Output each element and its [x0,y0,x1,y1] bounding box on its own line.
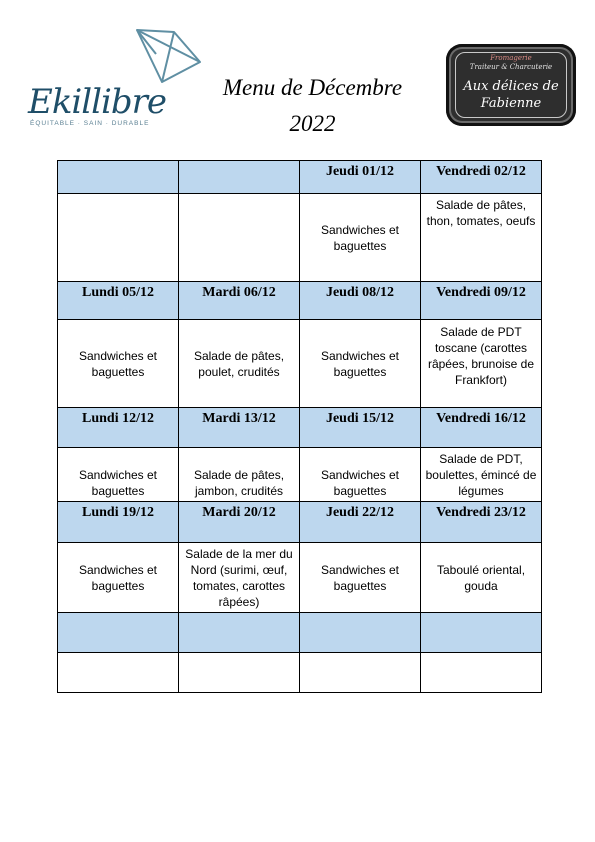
day-cell: Lundi 12/12 [58,408,179,448]
day-cell: Mardi 13/12 [179,408,300,448]
day-cell [421,613,542,653]
day-cell: Lundi 05/12 [58,282,179,320]
meal-row [58,653,542,693]
day-header-row [58,282,542,320]
meal-cell [300,653,421,693]
day-cell: Vendredi 02/12 [421,161,542,194]
meal-cell: Sandwiches et baguettes [300,448,421,502]
title-line-2: 2022 [289,111,336,136]
day-cell: Vendredi 23/12 [421,502,542,543]
meal-cell: Sandwiches et baguettes [58,320,179,408]
day-cell: Mardi 20/12 [179,502,300,543]
day-cell: Jeudi 15/12 [300,408,421,448]
meal-cell [421,653,542,693]
day-cell: Vendredi 16/12 [421,408,542,448]
fabienne-line-2: Traiteur & Charcuterie [469,63,553,71]
fabienne-line-3: Aux délices de [463,79,559,94]
meal-cell: Salade de pâtes, jambon, crudités [179,448,300,502]
meal-cell: Sandwiches et baguettes [300,543,421,613]
day-cell [58,161,179,194]
day-cell [179,613,300,653]
day-cell [179,161,300,194]
menu-table [57,160,542,693]
meal-row [58,320,542,408]
day-cell: Lundi 19/12 [58,502,179,543]
meal-cell: Salade de pâtes, thon, tomates, oeufs [421,194,542,282]
meal-cell [58,194,179,282]
day-cell: Jeudi 01/12 [300,161,421,194]
meal-row [58,194,542,282]
fabienne-logo [446,44,576,126]
day-header-row [58,408,542,448]
meal-cell: Salade de la mer du Nord (surimi, œuf, tomates, carottes râpées) [179,543,300,613]
meal-cell: Salade de PDT, boulettes, émincé de légumes [421,448,542,502]
meal-cell: Sandwiches et baguettes [58,543,179,613]
meal-cell: Sandwiches et baguettes [300,194,421,282]
meal-row [58,448,542,502]
title-line-1: Menu de Décembre [222,75,403,100]
page-title [190,70,435,142]
meal-cell [179,194,300,282]
fabienne-name [446,78,576,112]
meal-cell: Salade de PDT toscane (carottes râpées, brunoise de Frankfort) [421,320,542,408]
fabienne-line-4: Fabienne [480,96,542,111]
meal-cell [58,653,179,693]
day-cell [58,613,179,653]
day-cell: Mardi 06/12 [179,282,300,320]
meal-cell: Sandwiches et baguettes [300,320,421,408]
day-header-row [58,502,542,543]
meal-cell: Salade de pâtes, poulet, crudités [179,320,300,408]
ekillibre-logo [22,28,197,127]
ekillibre-wordmark: Ekillibre [28,82,167,122]
day-cell [300,613,421,653]
meal-cell: Sandwiches et baguettes [58,448,179,502]
day-cell: Vendredi 09/12 [421,282,542,320]
meal-cell [179,653,300,693]
fabienne-line-1: Fromagerie [490,54,532,62]
day-header-row [58,161,542,194]
day-cell: Jeudi 08/12 [300,282,421,320]
meal-row [58,543,542,613]
day-cell: Jeudi 22/12 [300,502,421,543]
meal-cell: Taboulé oriental, gouda [421,543,542,613]
ekillibre-tagline: ÉQUITABLE · SAIN · DURABLE [30,120,150,127]
day-header-row [58,613,542,653]
